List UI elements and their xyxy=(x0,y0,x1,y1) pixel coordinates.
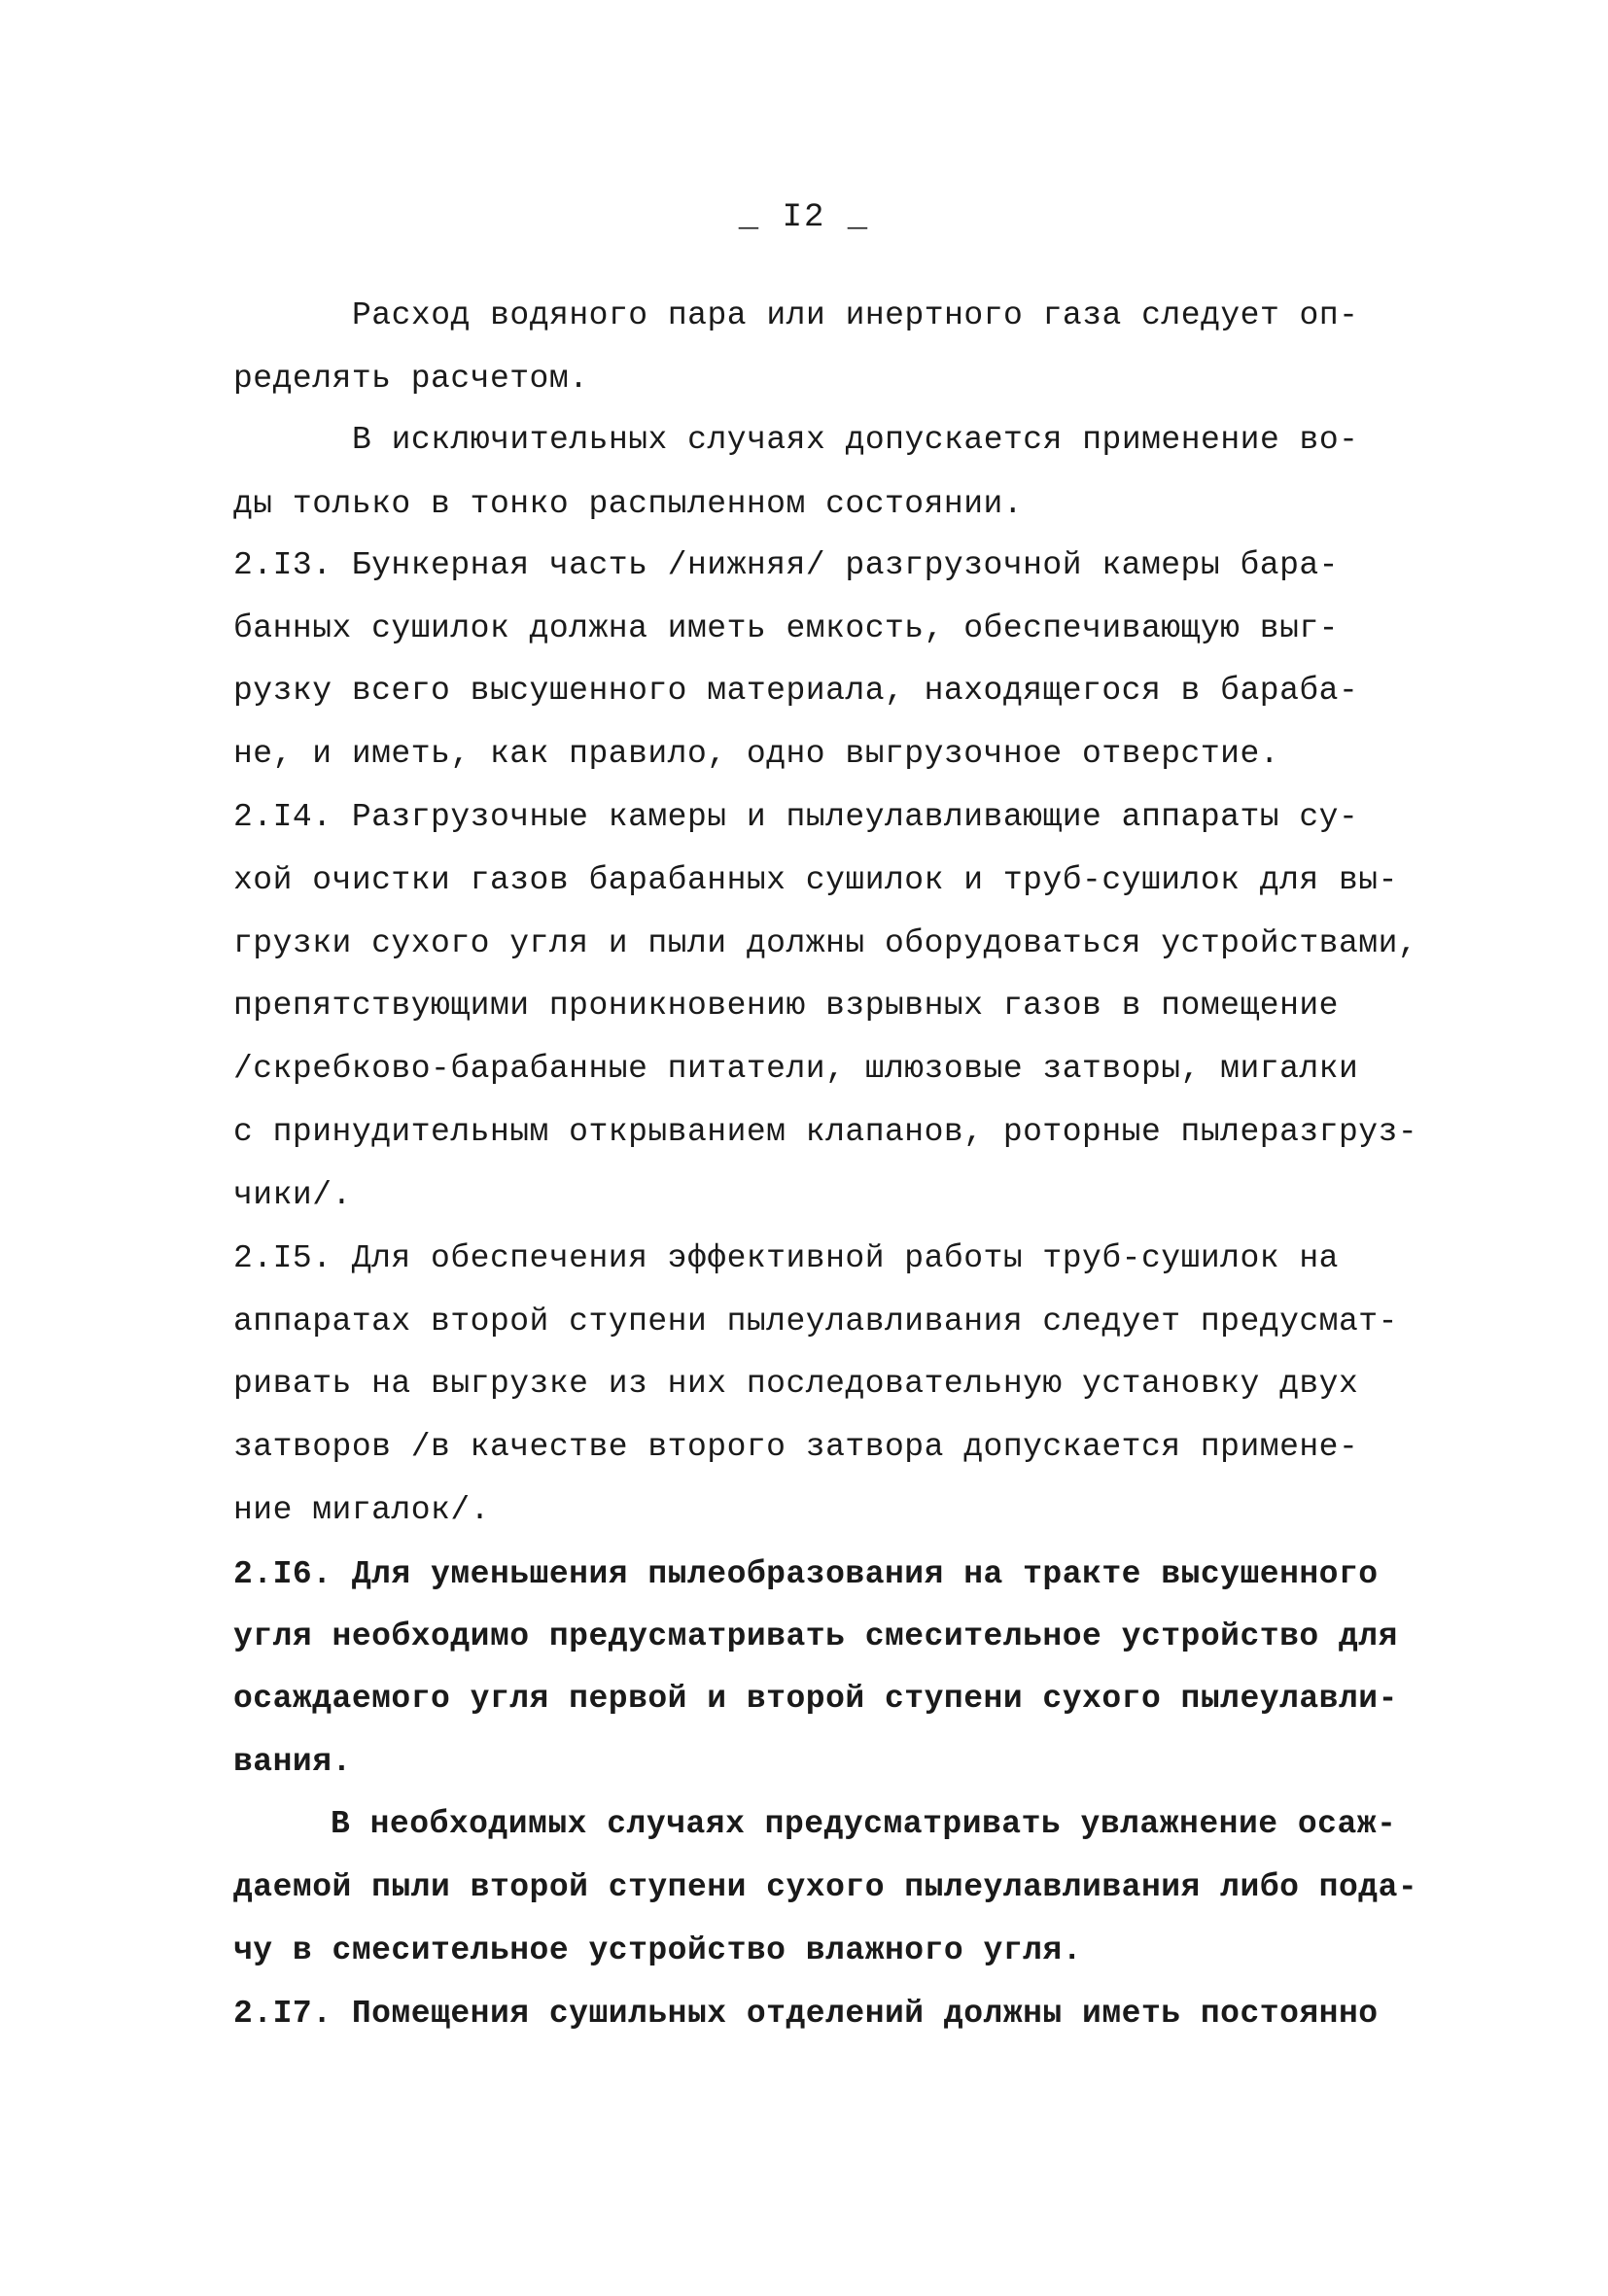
text-line: 2.I7. Помещения сушильных отделений должны иметь постоянно xyxy=(233,1996,1379,2032)
text-line: /скребково-барабанные питатели, шлюзовые затворы, мигалки xyxy=(233,1051,1359,1087)
text-line: грузки сухого угля и пыли должны оборудоваться устройствами, xyxy=(233,925,1418,961)
page-number: _ I2 _ xyxy=(738,199,870,236)
text-line: не, и иметь, как правило, одно выгрузочное отверстие. xyxy=(233,736,1280,772)
text-line: затворов /в качестве второго затвора допускается примене- xyxy=(233,1429,1359,1465)
text-line: аппаратах второй ступени пылеулавливания следует предусмат- xyxy=(233,1304,1398,1339)
text-line: угля необходимо предусматривать смесительное устройство для xyxy=(233,1618,1398,1654)
text-line: 2.I4. Разгрузочные камеры и пылеулавливающие аппараты су- xyxy=(233,799,1359,835)
text-line: вания. xyxy=(233,1744,352,1780)
text-line: 2.I5. Для обеспечения эффективной работы труб-сушилок на xyxy=(233,1240,1339,1276)
text-line: ды только в тонко распыленном состоянии. xyxy=(233,486,1024,522)
text-line: с принудительным открыванием клапанов, роторные пылеразгруз- xyxy=(233,1114,1418,1150)
text-line: банных сушилок должна иметь емкость, обеспечивающую выг- xyxy=(233,610,1339,646)
text-line: 2.I6. Для уменьшения пылеобразования на тракте высушенного xyxy=(233,1556,1379,1592)
text-line: 2.I3. Бункерная часть /нижняя/ разгрузочной камеры бара- xyxy=(233,547,1339,583)
text-line: даемой пыли второй ступени сухого пылеулавливания либо пода- xyxy=(233,1869,1418,1905)
text-line: рузку всего высушенного материала, находящегося в бараба- xyxy=(233,673,1359,709)
text-line: ние мигалок/. xyxy=(233,1492,490,1528)
text-line: чики/. xyxy=(233,1177,352,1213)
text-line: чу в смесительное устройство влажного угля. xyxy=(233,1932,1083,1968)
text-line: Расход водяного пара или инертного газа следует оп- xyxy=(352,297,1359,333)
text-line: В необходимых случаях предусматривать увлажнение осаж- xyxy=(331,1806,1397,1842)
text-line: осаждаемого угля первой и второй ступени сухого пылеулавли- xyxy=(233,1681,1398,1717)
text-line: ривать на выгрузке из них последовательную установку двух xyxy=(233,1366,1359,1402)
text-line: препятствующими проникновению взрывных газов в помещение xyxy=(233,988,1339,1024)
text-line: хой очистки газов барабанных сушилок и труб-сушилок для вы- xyxy=(233,862,1398,898)
text-line: В исключительных случаях допускается применение во- xyxy=(352,422,1359,458)
text-line: ределять расчетом. xyxy=(233,361,589,397)
